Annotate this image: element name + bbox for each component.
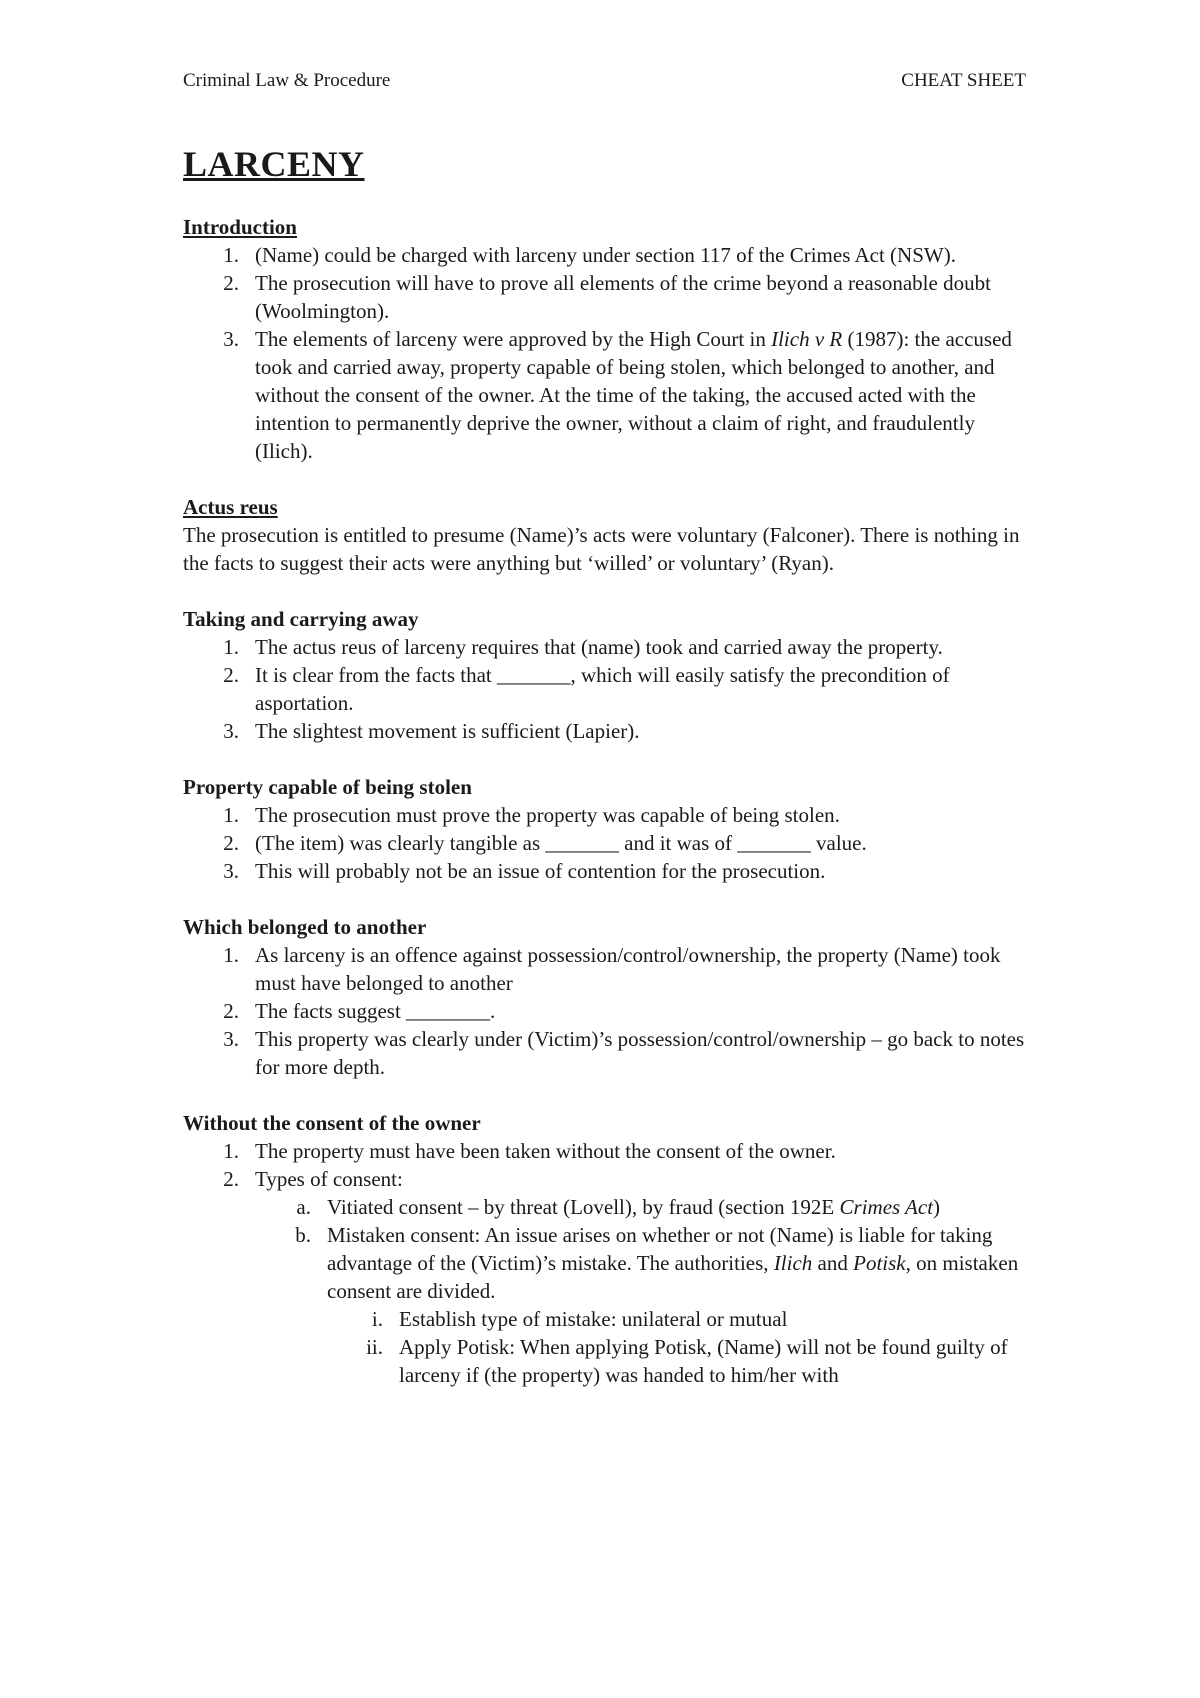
list-item <box>183 633 1033 661</box>
list-number: 2. <box>223 1167 239 1191</box>
roman-list <box>327 1305 1033 1389</box>
list-item <box>327 1305 1033 1333</box>
header-course: Criminal Law & Procedure <box>183 70 391 91</box>
list-item <box>183 1165 1033 1389</box>
list-item <box>183 269 1033 325</box>
list-number: 1. <box>223 635 239 659</box>
section-heading: Actus reus <box>183 495 278 519</box>
list-item <box>183 857 1033 885</box>
list-item <box>183 241 1033 269</box>
list-number: 3. <box>223 859 239 883</box>
list-letter: b. <box>295 1223 311 1247</box>
list-item <box>255 1221 1033 1389</box>
numbered-list <box>183 1137 1033 1389</box>
list-item <box>327 1333 1033 1389</box>
list-number: 3. <box>223 327 239 351</box>
list-text: The prosecution will have to prove all elements of the crime beyond a reasonable doubt (Woolmington). <box>255 271 991 323</box>
document-body <box>183 142 1033 1389</box>
section-heading: Which belonged to another <box>183 915 427 939</box>
list-text: It is clear from the facts that _______, which will easily satisfy the precondition of asportation. <box>255 663 950 715</box>
list-text: Types of consent: <box>255 1167 403 1191</box>
list-text: The property must have been taken without the consent of the owner. <box>255 1139 836 1163</box>
list-text: (The item) was clearly tangible as _______ and it was of _______ value. <box>255 831 867 855</box>
list-number: 1. <box>223 943 239 967</box>
section-heading: Property capable of being stolen <box>183 775 472 799</box>
case-name: Potisk <box>853 1251 906 1275</box>
list-number: 2. <box>223 663 239 687</box>
statute-name: Crimes Act <box>839 1195 934 1219</box>
list-item <box>183 717 1033 745</box>
list-text: Apply Potisk: When applying Potisk, (Name) will not be found guilty of larceny if (the property) was handed to him/her with <box>399 1335 1008 1387</box>
list-number: 2. <box>223 831 239 855</box>
list-text: The slightest movement is sufficient (Lapier). <box>255 719 640 743</box>
list-number: 3. <box>223 1027 239 1051</box>
list-text-pre: Vitiated consent – by threat (Lovell), by fraud (section 192E <box>327 1195 840 1219</box>
list-number: 2. <box>223 271 239 295</box>
lettered-list <box>255 1193 1033 1389</box>
section-belonged <box>183 913 1033 1081</box>
numbered-list <box>183 941 1033 1081</box>
section-taking <box>183 605 1033 745</box>
paragraph: The prosecution is entitled to presume (Name)’s acts were voluntary (Falconer). There is nothing in the facts to suggest their acts were anything but ‘willed’ or voluntary’ (Ryan). <box>183 523 1020 575</box>
list-roman: i. <box>371 1307 383 1331</box>
section-heading: Taking and carrying away <box>183 607 419 631</box>
numbered-list <box>183 801 1033 885</box>
section-property <box>183 773 1033 885</box>
list-text-post: ) <box>933 1195 941 1219</box>
list-item <box>183 997 1033 1025</box>
list-item <box>183 1025 1033 1081</box>
list-text-mid: and <box>812 1251 854 1275</box>
list-item <box>183 325 1033 465</box>
section-actus-reus <box>183 493 1033 577</box>
list-item <box>183 801 1033 829</box>
list-item <box>183 829 1033 857</box>
numbered-list <box>183 633 1033 745</box>
list-number: 2. <box>223 999 239 1023</box>
case-name: Ilich <box>773 1251 813 1275</box>
list-roman: ii. <box>366 1335 383 1359</box>
page-title: LARCENY <box>183 144 365 184</box>
list-text: (Name) could be charged with larceny under section 117 of the Crimes Act (NSW). <box>255 243 956 267</box>
list-text: The facts suggest ________. <box>255 999 496 1023</box>
list-text: This property was clearly under (Victim)’s possession/control/ownership – go back to notes for more depth. <box>255 1027 1025 1079</box>
list-item <box>183 661 1033 717</box>
list-text-pre: Mistaken consent: An issue arises on whether or not (Name) is liable for taking advantage of the (Victim)’s mistake. The authorities, <box>327 1223 993 1275</box>
header-label: CHEAT SHEET <box>901 70 1026 91</box>
list-number: 1. <box>223 243 239 267</box>
list-text-post: (1987): the accused took and carried away, property capable of being stolen, which belonged to another, and without the consent of the owner. At the time of the taking, the accused acted with the intention to permanently deprive the owner, without a claim of right, and fraudulently (Ilich). <box>255 327 1012 463</box>
list-number: 1. <box>223 1139 239 1163</box>
list-text: As larceny is an offence against possession/control/ownership, the property (Name) took must have belonged to another <box>255 943 1001 995</box>
list-number: 3. <box>223 719 239 743</box>
page-header <box>183 70 1026 96</box>
list-text: The actus reus of larceny requires that (name) took and carried away the property. <box>255 635 943 659</box>
case-name: Ilich v R <box>771 327 843 351</box>
list-text: This will probably not be an issue of contention for the prosecution. <box>255 859 826 883</box>
list-text: Establish type of mistake: unilateral or mutual <box>399 1307 788 1331</box>
section-heading: Without the consent of the owner <box>183 1111 481 1135</box>
section-heading: Introduction <box>183 215 297 239</box>
list-text: The prosecution must prove the property was capable of being stolen. <box>255 803 840 827</box>
list-item <box>255 1193 1033 1221</box>
list-letter: a. <box>296 1195 311 1219</box>
section-introduction <box>183 213 1033 465</box>
list-text-post: , on mistaken consent are divided. <box>327 1251 1019 1303</box>
section-consent <box>183 1109 1033 1389</box>
list-text-pre: The elements of larceny were approved by the High Court in <box>255 327 772 351</box>
numbered-list <box>183 241 1033 465</box>
list-item <box>183 941 1033 997</box>
list-item <box>183 1137 1033 1165</box>
list-number: 1. <box>223 803 239 827</box>
